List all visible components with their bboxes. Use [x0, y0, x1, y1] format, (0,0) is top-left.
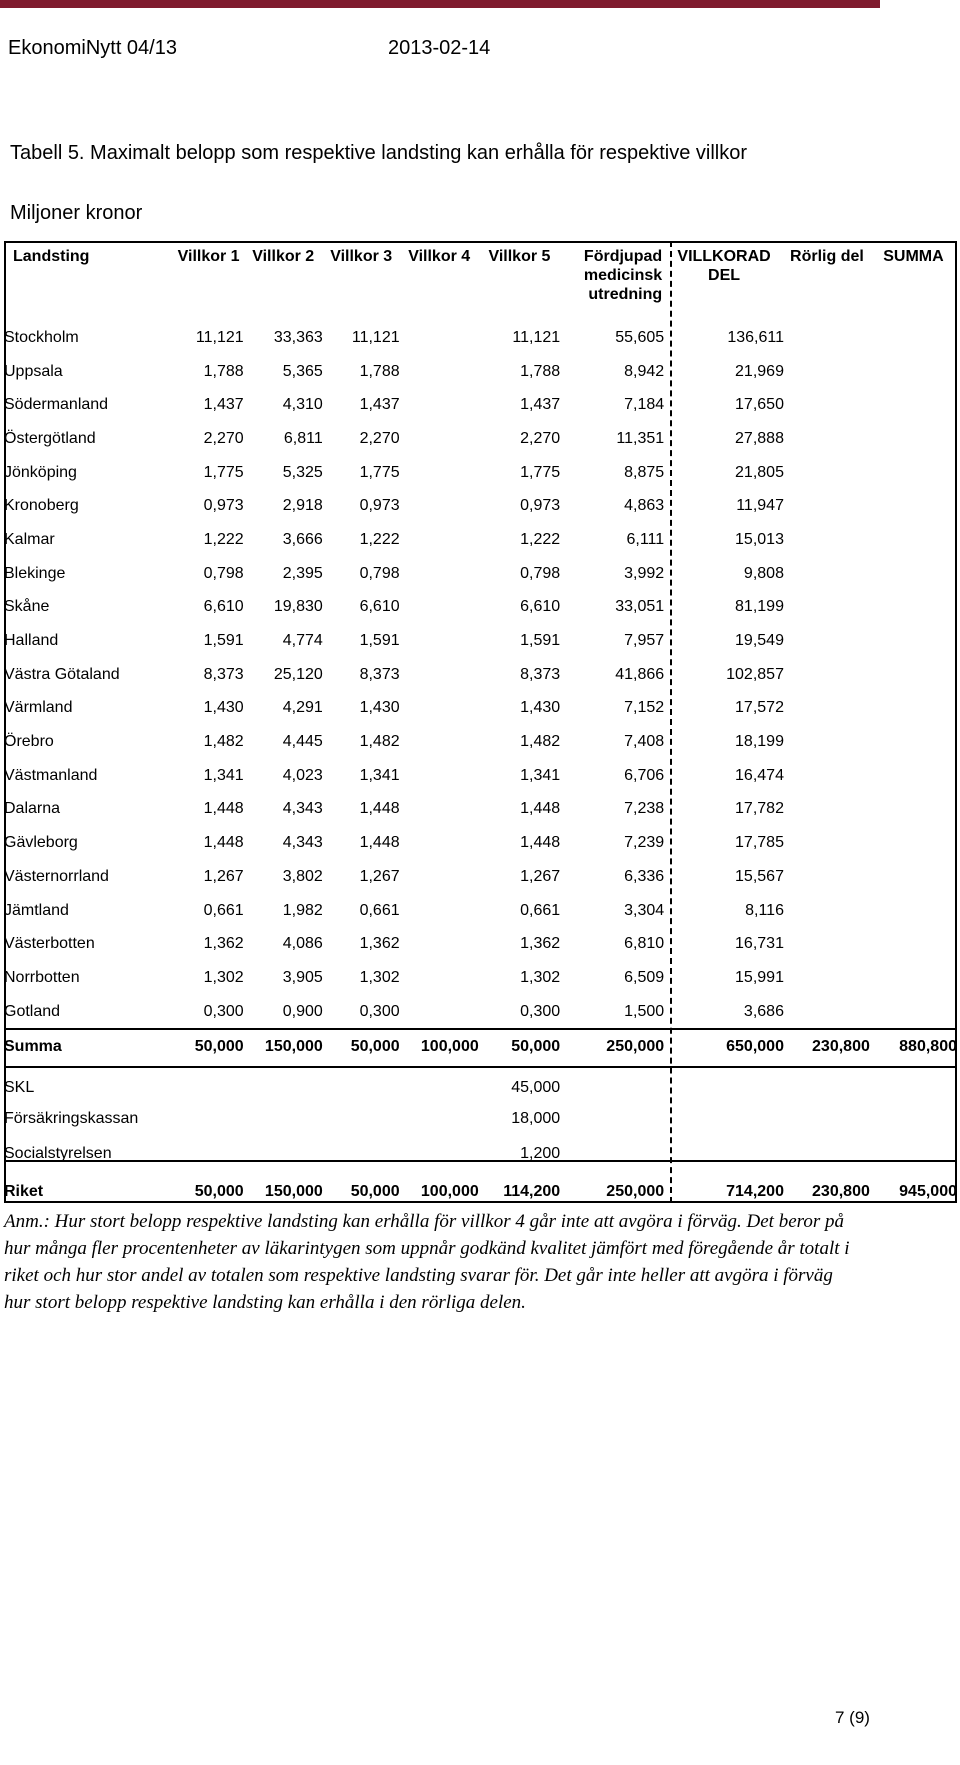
- cell-v4: [400, 860, 479, 894]
- cell-v1: 6,610: [203, 598, 244, 616]
- cell-vill: 17,785: [735, 834, 784, 852]
- cell-fmu: 6,509: [624, 968, 665, 986]
- cell-vill: 15,991: [735, 968, 784, 986]
- cell-v5: 0,661: [520, 901, 561, 919]
- cell-fmu: 7,238: [624, 800, 665, 818]
- cell-summa: [870, 860, 957, 894]
- cell-v5: 0,300: [520, 1002, 561, 1020]
- other-row-forsakringskassan: [4, 1101, 957, 1136]
- col-header-rorlig-del: Rörlig del: [790, 248, 864, 265]
- cell-rorlig: [784, 759, 870, 793]
- cell-vill: 8,116: [745, 901, 784, 919]
- cell-v2: 4,343: [282, 800, 323, 818]
- cell-v4: [400, 793, 479, 827]
- region-name: Halland: [4, 632, 59, 650]
- cell-rorlig: [784, 355, 870, 389]
- table-header-row: [4, 241, 957, 321]
- cell-v3: 1,362: [359, 935, 400, 953]
- region-name: Västmanland: [4, 766, 98, 784]
- cell-v1: 1,362: [203, 935, 244, 953]
- cell-v4: [400, 692, 479, 726]
- cell-rorlig: [784, 860, 870, 894]
- cell-v2: 4,086: [282, 935, 323, 953]
- cell-rorlig: [784, 489, 870, 523]
- region-name: Värmland: [4, 699, 73, 717]
- cell-v5: 1,341: [520, 766, 561, 784]
- other-row-skl: [4, 1066, 957, 1101]
- cell-v5: 1,788: [520, 362, 561, 380]
- cell-v5: 8,373: [520, 665, 561, 683]
- cell-vill: 102,857: [726, 665, 784, 683]
- cell-v2: 19,830: [273, 598, 323, 616]
- table-subtitle: Miljoner kronor: [10, 202, 143, 224]
- cell-rorlig: [784, 894, 870, 928]
- cell-v4: [400, 388, 479, 422]
- cell-v2: 3,905: [282, 968, 323, 986]
- cell-rorlig: [784, 725, 870, 759]
- cell-vill: 18,199: [735, 733, 784, 751]
- region-name: Västernorrland: [4, 867, 109, 885]
- cell-v3: 0,973: [359, 497, 400, 515]
- cell-v2: 2,395: [282, 564, 323, 582]
- table-row: [4, 826, 957, 860]
- cell-v2: 3,666: [282, 530, 323, 548]
- cell-v3: 1,437: [359, 396, 400, 414]
- table-container: [4, 241, 960, 1205]
- cell-v1: 1,302: [203, 968, 244, 986]
- cell-v2: 4,291: [282, 699, 323, 717]
- cell-v3: 1,448: [359, 800, 400, 818]
- cell-v3: 1,788: [359, 362, 400, 380]
- cell-v1: 1,448: [203, 834, 244, 852]
- cell-v1: 0,300: [203, 1002, 244, 1020]
- region-name: Södermanland: [4, 396, 109, 414]
- cell-summa: [870, 725, 957, 759]
- summa-v4: 100,000: [420, 1038, 479, 1056]
- cell-vill: 27,888: [735, 429, 784, 447]
- cell-rorlig: [784, 624, 870, 658]
- summa-rorlig: 230,800: [812, 1038, 870, 1056]
- cell-rorlig: [784, 658, 870, 692]
- col-header-villkor-5: Villkor 5: [488, 248, 551, 265]
- region-name: Kalmar: [4, 530, 55, 548]
- summa-row: [4, 1028, 957, 1066]
- table-row: [4, 725, 957, 759]
- cell-v2: 33,363: [273, 328, 323, 346]
- region-name: Västerbotten: [4, 935, 95, 953]
- cell-vill: 3,686: [743, 1002, 784, 1020]
- cell-fmu: 4,863: [624, 497, 665, 515]
- cell-v4: [400, 624, 479, 658]
- summa-v5: 50,000: [511, 1038, 561, 1056]
- riket-villkorad: 714,200: [726, 1183, 784, 1201]
- cell-v2: 3,802: [282, 867, 323, 885]
- cell-v3: 1,448: [359, 834, 400, 852]
- cell-v5: 1,302: [520, 968, 561, 986]
- summa-label: Summa: [4, 1038, 62, 1056]
- col-header-fordjupad: Fördjupad medicinsk utredning: [583, 248, 663, 303]
- region-name: Jönköping: [4, 463, 77, 481]
- cell-summa: [870, 793, 957, 827]
- cell-fmu: 8,942: [624, 362, 665, 380]
- cell-v5: 1,222: [520, 530, 561, 548]
- cell-summa: [870, 557, 957, 591]
- cell-fmu: 1,500: [624, 1002, 665, 1020]
- cell-v4: [400, 489, 479, 523]
- cell-v1: 1,267: [203, 867, 244, 885]
- region-name: Stockholm: [4, 328, 79, 346]
- cell-vill: 16,731: [735, 935, 784, 953]
- cell-v5: 2,270: [520, 429, 561, 447]
- cell-v4: [400, 523, 479, 557]
- cell-fmu: 6,336: [624, 867, 665, 885]
- cell-fmu: 41,866: [615, 665, 665, 683]
- other-v5: 1,200: [520, 1144, 561, 1162]
- table-row: [4, 489, 957, 523]
- cell-v4: [400, 456, 479, 490]
- region-name: Gotland: [4, 1002, 61, 1020]
- region-name: Dalarna: [4, 800, 61, 818]
- cell-fmu: 6,706: [624, 766, 665, 784]
- region-name: Jämtland: [4, 901, 69, 919]
- table-row: [4, 624, 957, 658]
- publication-name: EkonomiNytt 04/13: [8, 37, 177, 59]
- riket-v3: 50,000: [350, 1183, 400, 1201]
- cell-vill: 81,199: [735, 598, 784, 616]
- table-row: [4, 927, 957, 961]
- cell-v3: 1,775: [359, 463, 400, 481]
- cell-v2: 5,365: [282, 362, 323, 380]
- cell-v3: 11,121: [351, 328, 400, 346]
- cell-summa: [870, 995, 957, 1029]
- table-row: [4, 422, 957, 456]
- cell-rorlig: [784, 557, 870, 591]
- cell-vill: 17,650: [735, 396, 784, 414]
- summa-villkorad: 650,000: [726, 1038, 784, 1056]
- cell-vill: 21,969: [735, 362, 784, 380]
- cell-fmu: 8,875: [624, 463, 665, 481]
- cell-fmu: 11,351: [616, 429, 665, 447]
- region-name: Gävleborg: [4, 834, 78, 852]
- cell-v2: 4,343: [282, 834, 323, 852]
- summa-total: 880,800: [899, 1038, 957, 1056]
- other-label: Socialstyrelsen: [4, 1144, 112, 1162]
- cell-fmu: 7,239: [624, 834, 665, 852]
- cell-v1: 1,341: [203, 766, 244, 784]
- cell-v3: 2,270: [359, 429, 400, 447]
- cell-v1: 0,973: [203, 497, 244, 515]
- cell-v3: 0,661: [359, 901, 400, 919]
- region-name: Örebro: [4, 733, 54, 751]
- cell-v3: 1,591: [359, 632, 400, 650]
- col-header-landsting: Landsting: [13, 248, 90, 265]
- cell-v5: 6,610: [520, 598, 561, 616]
- table-row: [4, 523, 957, 557]
- cell-fmu: 6,810: [624, 935, 665, 953]
- cell-v5: 0,973: [520, 497, 561, 515]
- cell-summa: [870, 591, 957, 625]
- region-name: Östergötland: [4, 429, 96, 447]
- cell-rorlig: [784, 523, 870, 557]
- table-row: [4, 995, 957, 1029]
- cell-v2: 4,023: [282, 766, 323, 784]
- summa-v3: 50,000: [350, 1038, 400, 1056]
- cell-vill: 19,549: [735, 632, 784, 650]
- cell-summa: [870, 927, 957, 961]
- cell-v1: 1,482: [203, 733, 244, 751]
- cell-v4: [400, 321, 479, 355]
- cell-v2: 4,445: [282, 733, 323, 751]
- cell-summa: [870, 321, 957, 355]
- cell-vill: 15,013: [735, 530, 784, 548]
- cell-v3: 1,341: [359, 766, 400, 784]
- table-row: [4, 894, 957, 928]
- riket-label: Riket: [4, 1183, 44, 1201]
- cell-v1: 2,270: [203, 429, 244, 447]
- cell-fmu: 6,111: [626, 530, 665, 548]
- cell-v1: 8,373: [203, 665, 244, 683]
- col-header-villkor-2: Villkor 2: [252, 248, 315, 265]
- table-row: [4, 759, 957, 793]
- header-rule: [0, 0, 880, 8]
- other-row-socialstyrelsen: [4, 1136, 957, 1171]
- cell-v1: 1,430: [203, 699, 244, 717]
- table-title: Tabell 5. Maximalt belopp som respektive landsting kan erhålla för respektive villkor: [10, 142, 748, 164]
- cell-v4: [400, 658, 479, 692]
- cell-v2: 5,325: [282, 463, 323, 481]
- col-header-villkorad-del: VILLKORAD DEL: [677, 248, 771, 284]
- riket-v4: 100,000: [420, 1183, 479, 1201]
- cell-v4: [400, 355, 479, 389]
- cell-v5: 1,430: [520, 699, 561, 717]
- cell-v4: [400, 557, 479, 591]
- cell-v1: 1,222: [203, 530, 244, 548]
- cell-vill: 17,572: [735, 699, 784, 717]
- other-v5: 45,000: [511, 1078, 561, 1096]
- riket-v5: 114,200: [503, 1183, 561, 1201]
- cell-rorlig: [784, 961, 870, 995]
- cell-summa: [870, 658, 957, 692]
- region-rows: [4, 321, 957, 1028]
- cell-v5: 1,482: [520, 733, 561, 751]
- cell-v3: 1,302: [359, 968, 400, 986]
- cell-v1: 1,591: [203, 632, 244, 650]
- page-number: 7 (9): [835, 1708, 870, 1727]
- cell-v4: [400, 927, 479, 961]
- cell-v4: [400, 759, 479, 793]
- cell-v5: 1,448: [520, 800, 561, 818]
- table-row: [4, 456, 957, 490]
- cell-summa: [870, 523, 957, 557]
- cell-v5: 0,798: [520, 564, 561, 582]
- cell-v3: 6,610: [359, 598, 400, 616]
- region-name: Skåne: [4, 598, 50, 616]
- cell-rorlig: [784, 995, 870, 1029]
- cell-v5: 1,362: [520, 935, 561, 953]
- cell-v1: 1,775: [203, 463, 244, 481]
- cell-v4: [400, 725, 479, 759]
- riket-total: 945,000: [899, 1183, 957, 1201]
- table-row: [4, 860, 957, 894]
- table-row: [4, 321, 957, 355]
- table-row: [4, 591, 957, 625]
- cell-summa: [870, 388, 957, 422]
- cell-summa: [870, 894, 957, 928]
- cell-v4: [400, 591, 479, 625]
- footnote: Anm.: Hur stort belopp respektive landsting kan erhålla för villkor 4 går inte att avgöra i förväg. Det beror på hur många fler procentenheter av läkarintygen som uppnår godkänd kvalitet jämfört med föregående år totalt i riket och hur stor andel av totalen som respektive landsting svarar för. Det går inte heller att avgöra i förväg hur stort belopp respektive landsting kan erhålla i den rörliga delen.: [4, 1211, 850, 1313]
- table-row: [4, 557, 957, 591]
- cell-fmu: 3,304: [624, 901, 665, 919]
- cell-v3: 1,430: [359, 699, 400, 717]
- cell-v3: 1,222: [359, 530, 400, 548]
- table-row: [4, 793, 957, 827]
- cell-v5: 11,121: [512, 328, 561, 346]
- cell-fmu: 3,992: [624, 564, 665, 582]
- riket-v1: 50,000: [194, 1183, 244, 1201]
- cell-fmu: 7,184: [624, 396, 665, 414]
- cell-summa: [870, 826, 957, 860]
- cell-vill: 15,567: [735, 867, 784, 885]
- cell-v2: 0,900: [282, 1002, 323, 1020]
- col-header-villkor-4: Villkor 4: [408, 248, 471, 265]
- cell-v5: 1,775: [520, 463, 561, 481]
- cell-v2: 25,120: [273, 665, 323, 683]
- region-name: Blekinge: [4, 564, 66, 582]
- cell-v3: 0,300: [359, 1002, 400, 1020]
- cell-v4: [400, 995, 479, 1029]
- cell-rorlig: [784, 388, 870, 422]
- cell-rorlig: [784, 591, 870, 625]
- cell-rorlig: [784, 422, 870, 456]
- cell-v1: 0,798: [203, 564, 244, 582]
- cell-v3: 1,267: [359, 867, 400, 885]
- cell-summa: [870, 456, 957, 490]
- cell-v5: 1,591: [520, 632, 561, 650]
- cell-v1: 1,437: [203, 396, 244, 414]
- cell-fmu: 55,605: [615, 328, 665, 346]
- table-row: [4, 658, 957, 692]
- cell-fmu: 7,152: [624, 699, 665, 717]
- other-label: Försäkringskassan: [4, 1109, 139, 1127]
- cell-summa: [870, 759, 957, 793]
- cell-v5: 1,437: [520, 396, 561, 414]
- cell-summa: [870, 624, 957, 658]
- allocation-table: [4, 241, 957, 1213]
- cell-rorlig: [784, 456, 870, 490]
- cell-v4: [400, 894, 479, 928]
- riket-rorlig: 230,800: [812, 1183, 870, 1201]
- cell-summa: [870, 355, 957, 389]
- cell-summa: [870, 692, 957, 726]
- cell-v2: 2,918: [282, 497, 323, 515]
- cell-v3: 8,373: [359, 665, 400, 683]
- cell-summa: [870, 961, 957, 995]
- summa-v2: 150,000: [264, 1038, 323, 1056]
- region-name: Norrbotten: [4, 968, 80, 986]
- cell-rorlig: [784, 826, 870, 860]
- cell-rorlig: [784, 927, 870, 961]
- table-row: [4, 388, 957, 422]
- cell-summa: [870, 422, 957, 456]
- cell-v2: 4,310: [282, 396, 323, 414]
- col-header-summa: SUMMA: [883, 248, 944, 265]
- region-name: Västra Götaland: [4, 665, 120, 683]
- cell-vill: 16,474: [735, 766, 784, 784]
- cell-vill: 17,782: [735, 800, 784, 818]
- cell-summa: [870, 489, 957, 523]
- cell-v4: [400, 422, 479, 456]
- region-name: Uppsala: [4, 362, 63, 380]
- region-name: Kronoberg: [4, 497, 79, 515]
- cell-v1: 0,661: [203, 901, 244, 919]
- table-row: [4, 355, 957, 389]
- other-label: SKL: [4, 1078, 35, 1096]
- cell-vill: 11,947: [736, 497, 784, 515]
- cell-v2: 1,982: [282, 901, 323, 919]
- cell-v5: 1,267: [520, 867, 561, 885]
- other-v5: 18,000: [511, 1109, 561, 1127]
- cell-rorlig: [784, 692, 870, 726]
- col-header-villkor-3: Villkor 3: [330, 248, 393, 265]
- cell-v4: [400, 826, 479, 860]
- table-row: [4, 692, 957, 726]
- cell-vill: 9,808: [743, 564, 784, 582]
- cell-rorlig: [784, 321, 870, 355]
- cell-fmu: 33,051: [615, 598, 665, 616]
- cell-v4: [400, 961, 479, 995]
- riket-v2: 150,000: [264, 1183, 323, 1201]
- summa-fmu: 250,000: [606, 1038, 665, 1056]
- cell-v5: 1,448: [520, 834, 561, 852]
- cell-v2: 4,774: [282, 632, 323, 650]
- table-row: [4, 961, 957, 995]
- cell-fmu: 7,957: [624, 632, 665, 650]
- col-header-villkor-1: Villkor 1: [177, 248, 240, 265]
- cell-v3: 1,482: [359, 733, 400, 751]
- cell-v2: 6,811: [283, 429, 323, 447]
- publication-date: 2013-02-14: [388, 37, 491, 59]
- cell-fmu: 7,408: [624, 733, 665, 751]
- cell-v1: 1,448: [203, 800, 244, 818]
- summa-v1: 50,000: [194, 1038, 244, 1056]
- cell-vill: 21,805: [735, 463, 784, 481]
- riket-fmu: 250,000: [606, 1183, 665, 1201]
- cell-v1: 1,788: [203, 362, 244, 380]
- cell-vill: 136,611: [727, 328, 784, 346]
- cell-v3: 0,798: [359, 564, 400, 582]
- cell-v1: 11,121: [195, 328, 244, 346]
- cell-rorlig: [784, 793, 870, 827]
